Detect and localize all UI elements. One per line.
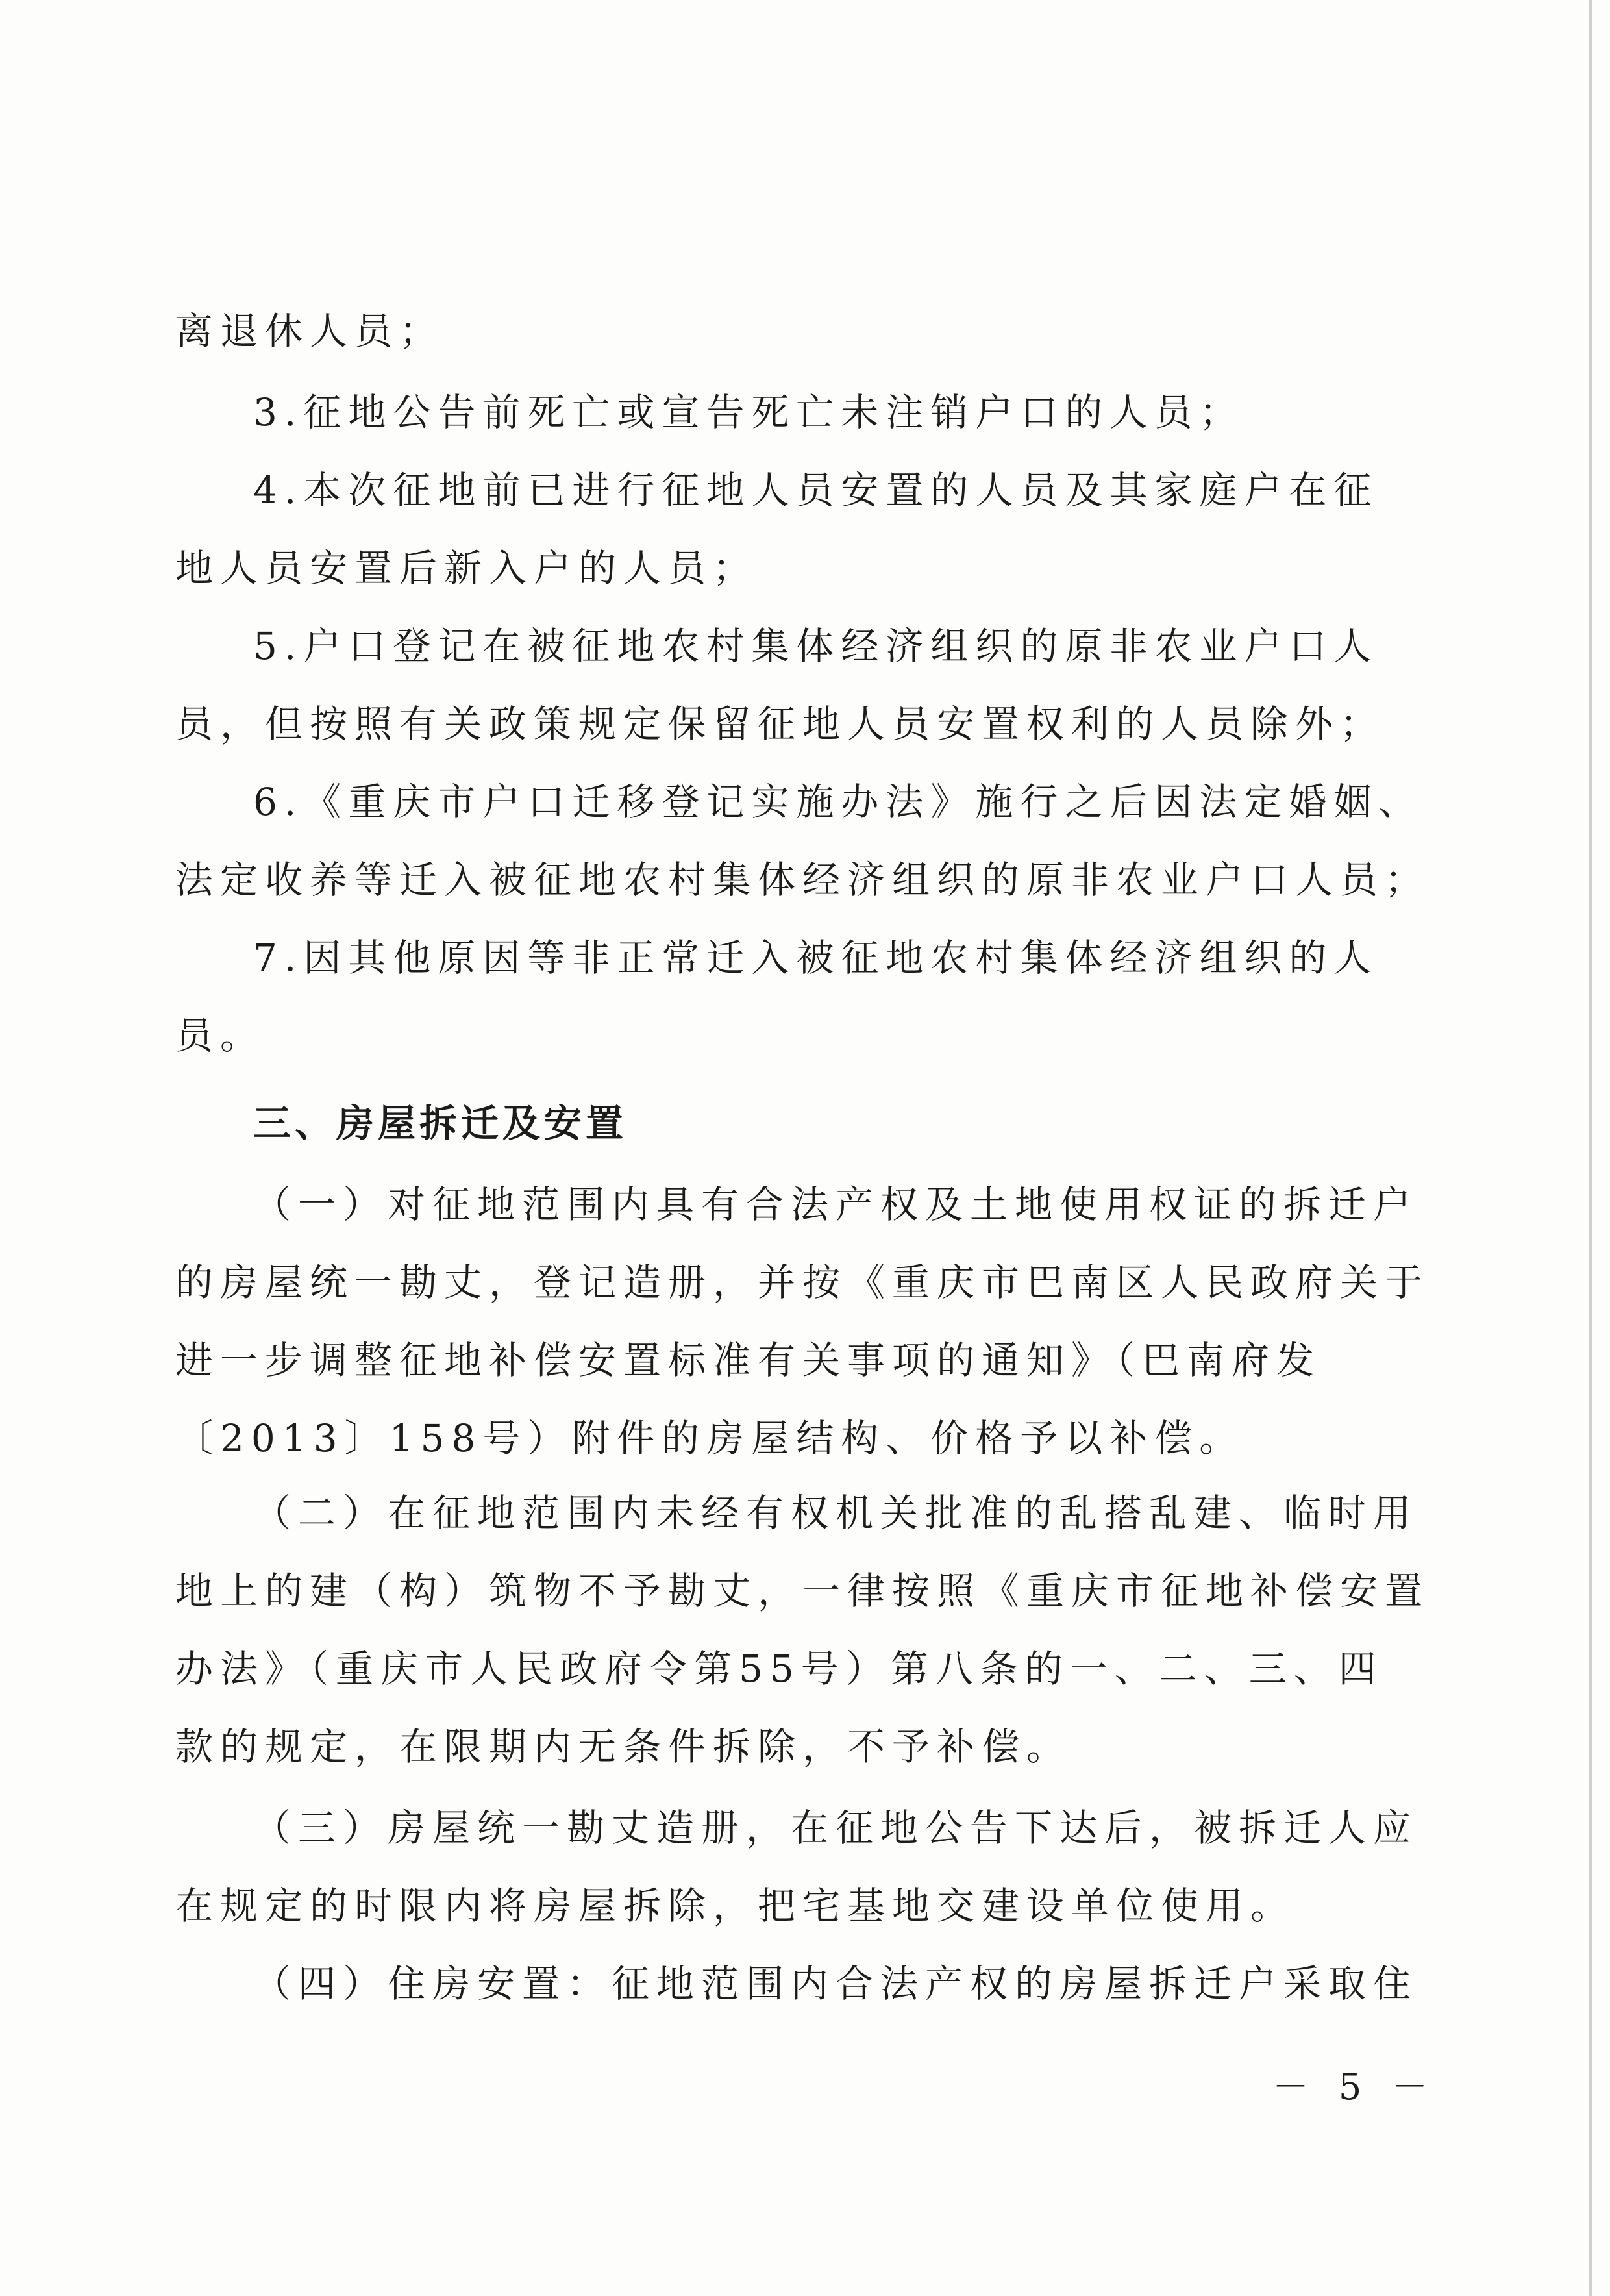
paragraph-1-line: 进一步调整征地补偿安置标准有关事项的通知》（巴南府发 [175, 1338, 1322, 1382]
paragraph-2-line: （二）在征地范围内未经有权机关批准的乱搭乱建、临时用 [253, 1491, 1418, 1535]
list-item-7: 7.因其他原因等非正常迁入被征地农村集体经济组织的人 [253, 936, 1379, 980]
text-line: 地人员安置后新入户的人员； [175, 546, 758, 590]
paragraph-2-line: 办法》（重庆市人民政府令第55号）第八条的一、二、三、四 [175, 1647, 1383, 1691]
list-item-3: 3.征地公告前死亡或宣告死亡未注销户口的人员； [253, 390, 1245, 434]
page-edge [1589, 0, 1592, 2296]
list-item-4: 4.本次征地前已进行征地人员安置的人员及其家庭户在征 [253, 468, 1379, 512]
paragraph-3-line: （三）房屋统一勘丈造册，在征地公告下达后，被拆迁人应 [253, 1806, 1418, 1850]
page-number: － 5 － [1272, 2066, 1437, 2108]
paragraph-1-line: 的房屋统一勘丈，登记造册，并按《重庆市巴南区人民政府关于 [175, 1260, 1430, 1304]
paragraph-2-line: 地上的建（构）筑物不予勘丈，一律按照《重庆市征地补偿安置 [175, 1569, 1430, 1613]
paragraph-1-line: （一）对征地范围内具有合法产权及土地使用权证的拆迁户 [253, 1182, 1418, 1227]
paragraph-2-line: 款的规定，在限期内无条件拆除，不予补偿。 [175, 1725, 1072, 1769]
text-line: 离退休人员； [175, 309, 445, 353]
text-line: 法定收养等迁入被征地农村集体经济组织的原非农业户口人员； [175, 858, 1430, 902]
list-item-6: 6.《重庆市户口迁移登记实施办法》施行之后因法定婚姻、 [253, 780, 1424, 824]
list-item-5: 5.户口登记在被征地农村集体经济组织的原非农业户口人 [253, 624, 1379, 668]
paragraph-4-line: （四）住房安置：征地范围内合法产权的房屋拆迁户采取住 [253, 1962, 1418, 2006]
text-line: 员，但按照有关政策规定保留征地人员安置权利的人员除外； [175, 702, 1385, 746]
paragraph-1-line: 〔2013〕158号）附件的房屋结构、价格予以补偿。 [175, 1416, 1245, 1460]
paragraph-3-line: 在规定的时限内将房屋拆除，把宅基地交建设单位使用。 [175, 1884, 1296, 1928]
text-line: 员。 [175, 1014, 266, 1058]
section-heading: 三、房屋拆迁及安置 [253, 1101, 628, 1145]
